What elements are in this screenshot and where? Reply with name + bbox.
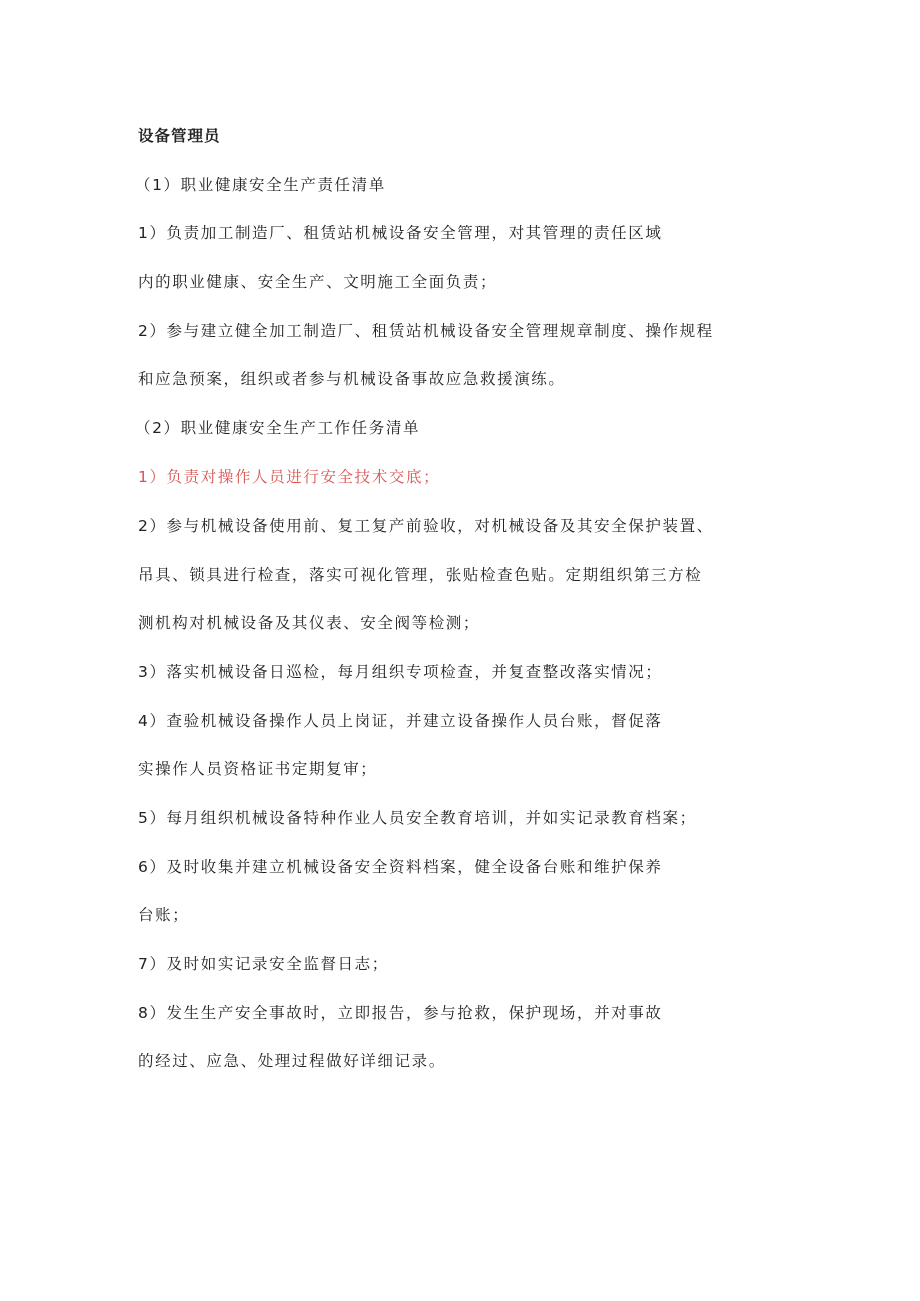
paragraph-line: 实操作人员资格证书定期复审； [138,760,378,778]
paragraph-line: 吊具、锁具进行检查，落实可视化管理，张贴检查色贴。定期组织第三方检 [138,566,703,584]
paragraph-line: 1）负责加工制造厂、租赁站机械设备安全管理，对其管理的责任区域 [138,224,663,242]
paragraph-line: 测机构对机械设备及其仪表、安全阀等检测； [138,614,481,632]
paragraph-line: 3）落实机械设备日巡检，每月组织专项检查，并复查整改落实情况； [138,663,663,681]
highlighted-paragraph-line: 1）负责对操作人员进行安全技术交底； [138,468,441,486]
paragraph-line: 台账； [138,906,190,924]
paragraph-line: 5）每月组织机械设备特种作业人员安全教育培训，并如实记录教育档案； [138,809,697,827]
paragraph-line: 内的职业健康、安全生产、文明施工全面负责； [138,273,498,291]
document-title: 设备管理员 [138,127,221,145]
paragraph-line: 和应急预案，组织或者参与机械设备事故应急救援演练。 [138,370,566,388]
paragraph-line: 8）发生生产安全事故时，立即报告，参与抢救，保护现场，并对事故 [138,1004,663,1022]
paragraph-line: 2）参与机械设备使用前、复工复产前验收，对机械设备及其安全保护装置、 [138,517,714,535]
section-heading-1: （1）职业健康安全生产责任清单 [135,176,386,194]
paragraph-line: 7）及时如实记录安全监督日志； [138,955,389,973]
paragraph-line: 6）及时收集并建立机械设备安全资料档案，健全设备台账和维护保养 [138,858,663,876]
paragraph-line: 2）参与建立健全加工制造厂、租赁站机械设备安全管理规章制度、操作规程 [138,322,714,340]
paragraph-line: 4）查验机械设备操作人员上岗证，并建立设备操作人员台账，督促落 [138,712,663,730]
paragraph-line: 的经过、应急、处理过程做好详细记录。 [138,1052,446,1070]
section-heading-2: （2）职业健康安全生产工作任务清单 [135,419,421,437]
